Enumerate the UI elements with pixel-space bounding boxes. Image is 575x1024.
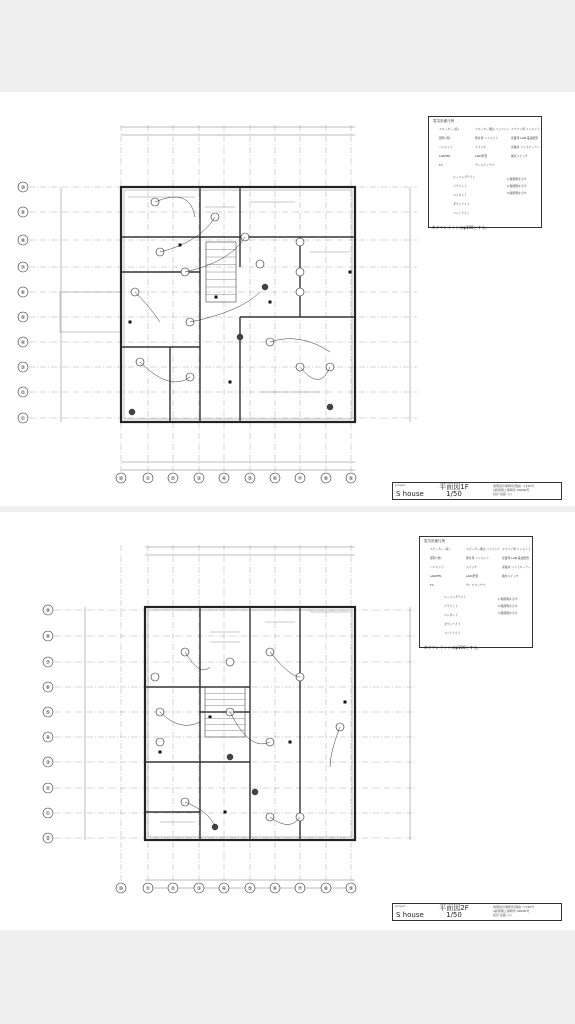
- legend-item: TV: [439, 163, 443, 167]
- legend-floor-item: 1 階照明を示す: [498, 597, 518, 601]
- wiring-arc: [155, 197, 195, 217]
- legend-item: スピーカー (床): [439, 127, 459, 131]
- grid-label-bottom: ⑧: [323, 886, 329, 892]
- office-line: 設計 佐藤 ○○: [493, 913, 513, 917]
- grid-label-bottom: ①: [145, 476, 151, 482]
- legend-item: 壁付用 コンセント: [466, 556, 490, 560]
- grid-label-bottom: ②: [170, 476, 176, 482]
- legend-item: スピーカー埋込 コンセント: [475, 127, 510, 131]
- legend-floor-item: 3 階照明を示す: [498, 611, 518, 615]
- legend-item: エアコン用 コンセント: [511, 127, 540, 131]
- legend-item: LAN/TEL: [439, 154, 451, 158]
- grid-label-left: ④: [20, 340, 26, 346]
- wiring-arc: [270, 652, 300, 677]
- legend-floor-item: 1 階照明を示す: [507, 177, 527, 181]
- grid-label-bottom: ⑩: [118, 476, 124, 482]
- grid-label-bottom: ③: [196, 886, 202, 892]
- grid-label-left: 0: [46, 836, 50, 842]
- downlight-icon: [237, 334, 243, 340]
- grid-label-bottom: ①: [145, 886, 151, 892]
- grid-label-bottom: ③: [196, 476, 202, 482]
- legend-lamp-item: フットライト: [453, 211, 470, 215]
- switch-icon: [209, 716, 212, 719]
- switch-icon: [289, 741, 292, 744]
- legend-floor-item: 2 階照明を示す: [507, 184, 527, 188]
- grid-label-bottom: ⑧: [323, 476, 329, 482]
- legend-lamp-item: シーリングライト: [453, 175, 476, 179]
- wiring-arc: [300, 367, 330, 380]
- office-line: 設計 佐藤 ○○: [493, 492, 513, 496]
- downlight-icon: [262, 284, 268, 290]
- legend-item: 床置用 LAN 電話配管: [511, 136, 538, 140]
- legend-item: スピーカー埋込 コンセント: [466, 547, 501, 551]
- legend-item: 床置用 LAN 電話配管: [502, 556, 529, 560]
- title-block-2f: [392, 903, 562, 921]
- legend-item: エアコン用 コンセント: [502, 547, 531, 551]
- legend-lamp-item: シーリングライト: [444, 595, 467, 599]
- downlight-icon: [252, 789, 258, 795]
- legend-item: テレビアンテナ: [466, 583, 486, 587]
- floor-plan-sheet-2f: [0, 512, 575, 930]
- grid-label-left: ⑥: [45, 685, 51, 691]
- wiring-arc: [160, 712, 200, 725]
- legend-item: 換気スイッチ: [511, 154, 528, 158]
- grid-label-bottom: ⑨: [348, 476, 354, 482]
- legend-item: スイッチ: [475, 145, 487, 149]
- legend-lamp-item: フットライト: [444, 631, 461, 635]
- switch-icon: [229, 381, 232, 384]
- grid-label-bottom: ④: [221, 476, 227, 482]
- legend-item: LAN/TEL: [430, 574, 442, 578]
- office-info: [493, 484, 534, 496]
- project-label: project: [395, 483, 406, 487]
- legend-item: 床暖房 コントローラー: [511, 145, 540, 149]
- grid-label-bottom: ⑨: [348, 886, 354, 892]
- office-line: 建築設計事務所登録(一)740号: [493, 905, 535, 909]
- drawing-scale: 1/50: [446, 490, 462, 498]
- light-fixture-icon: [226, 658, 234, 666]
- electrical-legend-1f: [428, 116, 542, 228]
- light-fixture-icon: [296, 268, 304, 276]
- floor-plan-sheet-1f: [0, 92, 575, 506]
- grid-label-left: ③: [45, 760, 51, 766]
- light-fixture-icon: [156, 738, 164, 746]
- legend-item: TV: [430, 583, 434, 587]
- downlight-note-2f: ※ダウンライトはφ100とする。: [424, 645, 482, 650]
- light-fixture-icon: [296, 288, 304, 296]
- legend-floor-item: 3 階照明を示す: [507, 191, 527, 195]
- grid-label-left: ⑩: [20, 185, 26, 191]
- legend-lamp-item: ブラケット: [453, 184, 467, 188]
- grid-label-left: ①: [20, 416, 26, 422]
- switch-icon: [215, 296, 218, 299]
- switch-icon: [349, 271, 352, 274]
- grid-label-bottom: ⑩: [118, 886, 124, 892]
- project-label: project: [395, 904, 406, 908]
- office-info: [493, 905, 534, 917]
- grid-label-left: ⑤: [45, 710, 51, 716]
- grid-label-left: ②: [45, 786, 51, 792]
- legend-item: スピーカー (床): [430, 547, 450, 551]
- grid-label-left: ③: [20, 365, 26, 371]
- wiring-arc: [140, 362, 190, 382]
- exterior-wall: [121, 187, 355, 422]
- grid-label-bottom: ⑤: [247, 476, 253, 482]
- grid-label-left: ④: [45, 735, 51, 741]
- legend-item: 照明 (壁): [439, 136, 451, 140]
- legend-item: コンセント: [430, 565, 444, 569]
- project-name: S house: [396, 490, 424, 498]
- switch-icon: [179, 244, 182, 247]
- grid-label-bottom: ⑥: [272, 886, 278, 892]
- grid-label-left: ②: [20, 390, 26, 396]
- legend-item: 照明 (壁): [430, 556, 442, 560]
- wiring-arc: [135, 292, 160, 322]
- downlight-icon: [227, 754, 233, 760]
- project-name: S house: [396, 911, 424, 919]
- legend-item: テレビアンテナ: [475, 163, 495, 167]
- office-line: 1級建築士事務所 00000号: [493, 909, 530, 913]
- grid-label-bottom: ⑦: [297, 476, 303, 482]
- exterior-wall-inner: [124, 190, 352, 419]
- downlight-note-1f: ※ダウンライトはφ100とする。: [432, 225, 490, 230]
- grid-label-left: ⑨: [20, 210, 26, 216]
- drawing-title: 平面図2F: [439, 904, 469, 912]
- office-line: 1級建築士事務所 00000号: [493, 488, 530, 492]
- grid-label-left: ⑧: [20, 238, 26, 244]
- office-line: 建築設計事務所登録(一)740号: [493, 484, 535, 488]
- legend-lamp-item: ペンダント: [453, 193, 467, 197]
- grid-label-bottom: ④: [221, 886, 227, 892]
- drawing-scale: 1/50: [446, 911, 462, 919]
- legend-lamp-item: ブラケット: [444, 604, 458, 608]
- wiring-arc: [270, 817, 300, 825]
- grid-label-left: ⑦: [45, 660, 51, 666]
- light-fixture-icon: [296, 238, 304, 246]
- legend-item: 床暖房 コントローラー: [502, 565, 531, 569]
- grid-label-left: ①: [45, 811, 51, 817]
- grid-label-bottom: ⑥: [272, 476, 278, 482]
- downlight-icon: [129, 409, 135, 415]
- legend-title: 電気設備凡例: [424, 539, 445, 543]
- grid-label-left: ⑦: [20, 265, 26, 271]
- switch-icon: [129, 321, 132, 324]
- switch-icon: [224, 811, 227, 814]
- grid-label-left: ⑨: [45, 608, 51, 614]
- switch-icon: [344, 701, 347, 704]
- drawing-title: 平面図1F: [439, 483, 469, 491]
- wiring-arc: [185, 652, 210, 670]
- switch-icon: [159, 751, 162, 754]
- legend-item: LAN 配管: [475, 154, 488, 158]
- legend-lamp-item: ダウンライト: [453, 202, 470, 206]
- grid-label-bottom: ②: [170, 886, 176, 892]
- electrical-legend-2f: [419, 536, 533, 648]
- legend-item: 壁付用 コンセント: [475, 136, 499, 140]
- switch-icon: [269, 301, 272, 304]
- legend-item: 換気スイッチ: [502, 574, 519, 578]
- legend-lamp-item: ダウンライト: [444, 622, 461, 626]
- title-block-1f: [392, 482, 562, 500]
- legend-lamp-item: ペンダント: [444, 613, 458, 617]
- legend-item: LAN 配管: [466, 574, 479, 578]
- grid-label-left: ⑤: [20, 315, 26, 321]
- legend-floor-item: 2 階照明を示す: [498, 604, 518, 608]
- legend-item: コンセント: [439, 145, 453, 149]
- grid-label-left: ⑧: [45, 634, 51, 640]
- legend-title: 電気設備凡例: [433, 119, 454, 123]
- light-fixture-icon: [151, 673, 159, 681]
- grid-label-bottom: ⑤: [247, 886, 253, 892]
- legend-item: スイッチ: [466, 565, 478, 569]
- grid-label-left: ⑥: [20, 290, 26, 296]
- wiring-arc: [160, 217, 215, 252]
- grid-label-bottom: ⑦: [297, 886, 303, 892]
- downlight-icon: [327, 404, 333, 410]
- light-fixture-icon: [256, 260, 264, 268]
- wiring-arc: [330, 727, 340, 767]
